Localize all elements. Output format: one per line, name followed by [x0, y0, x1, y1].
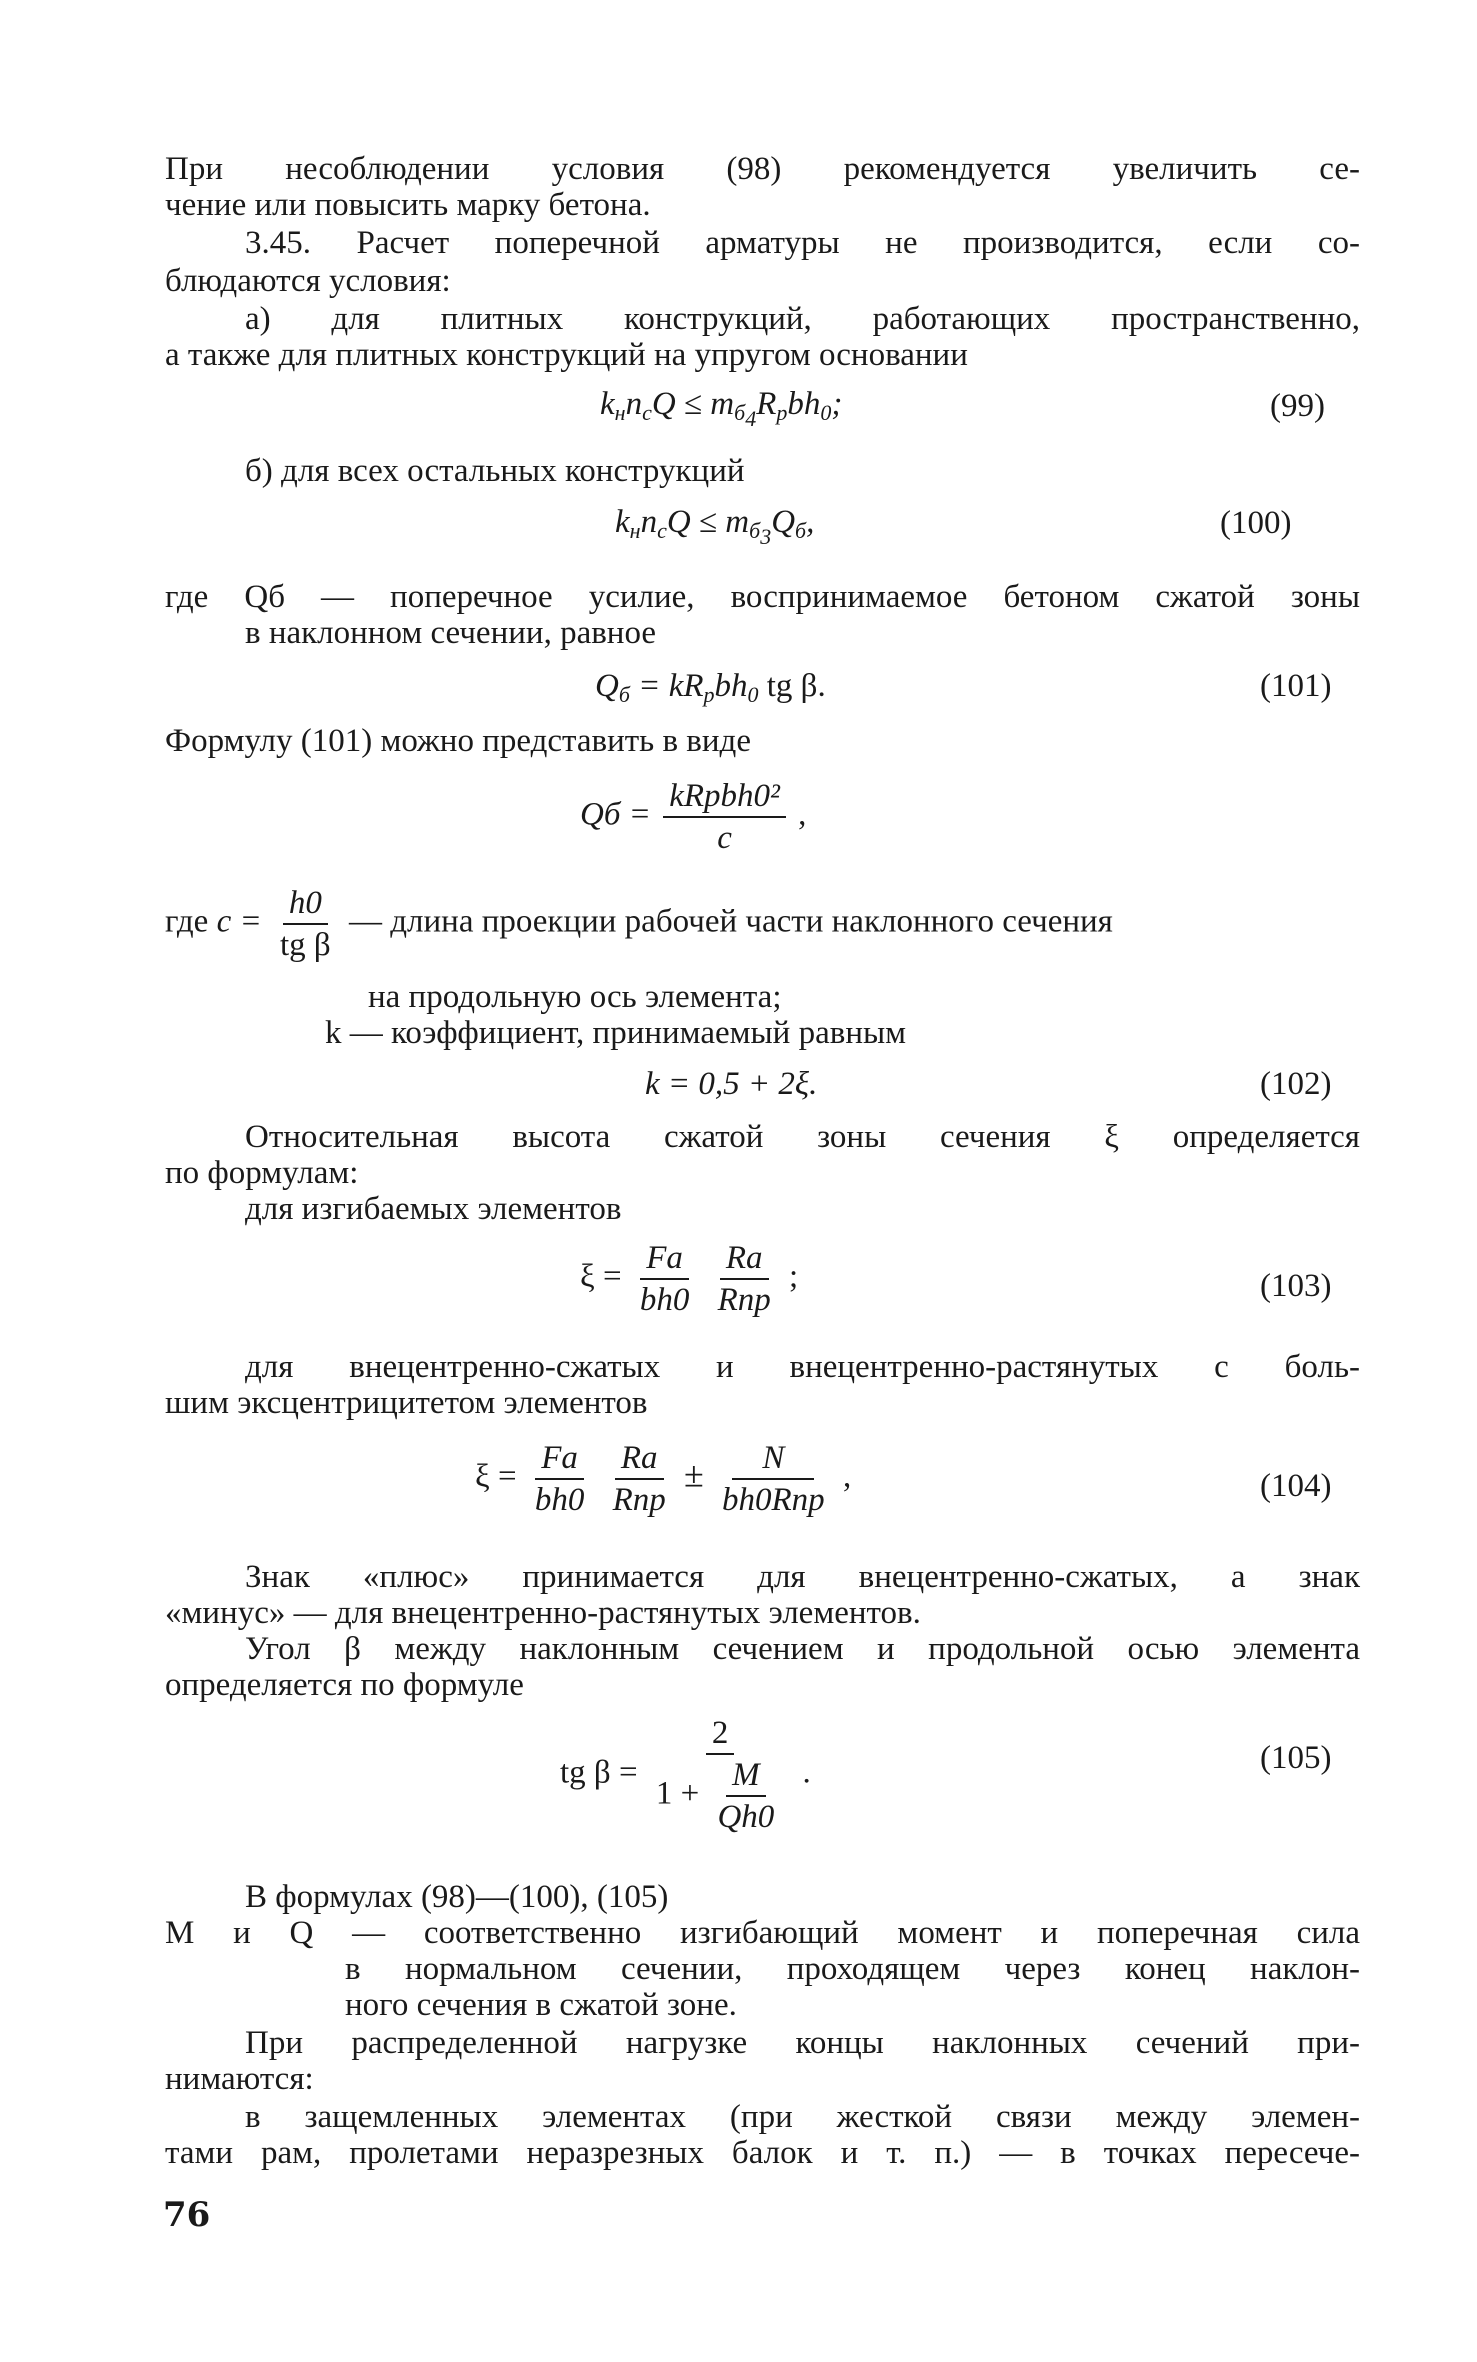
- text-line: Угол β между наклонным сечением и продольной осью элемента: [245, 1631, 1360, 1667]
- equation-number: (102): [1260, 1066, 1332, 1102]
- fraction-denominator: [650, 1755, 790, 1835]
- eq-lhs: Qб =: [580, 796, 651, 833]
- text-line: Формулу (101) можно представить в виде: [165, 723, 751, 759]
- equation-number: (99): [1270, 388, 1325, 424]
- text-line: ного сечения в сжатой зоне.: [345, 1987, 737, 2023]
- text-line: для изгибаемых элементов: [245, 1191, 622, 1227]
- fraction-denominator: tg β: [280, 927, 331, 963]
- fraction-denominator: c: [717, 820, 732, 856]
- text-line: При несоблюдении условия (98) рекомендуется увеличить се-: [165, 151, 1360, 187]
- fraction: [650, 1715, 790, 1835]
- equation-101: $Q_б = kR_pbh_0$ tg β.: [595, 668, 826, 707]
- text-line: в нормальном сечении, проходящем через конец наклон-: [345, 1951, 1360, 1987]
- fraction-numerator: 2: [706, 1715, 735, 1755]
- text-line: M и Q — соответственно изгибающий момент и поперечная сила: [165, 1915, 1360, 1951]
- equation-number: (100): [1220, 505, 1292, 541]
- fraction-numerator: Ra: [720, 1240, 769, 1280]
- text-line: а) для плитных конструкций, работающих пространственно,: [245, 301, 1360, 337]
- text-line: в защемленных элементах (при жесткой связи между элемен-: [245, 2099, 1360, 2135]
- fraction-denominator: bh0: [639, 1282, 690, 1318]
- equation-number: (104): [1260, 1468, 1332, 1504]
- text-line: В формулах (98)—(100), (105): [245, 1879, 669, 1915]
- fraction-numerator: Fa: [535, 1440, 584, 1480]
- equation-102: k = 0,5 + 2ξ.: [645, 1066, 818, 1102]
- text-line: — длина проекции рабочей части наклонного сечения: [348, 903, 1113, 940]
- fraction-numerator: N: [732, 1440, 814, 1480]
- fraction-denominator: Rпр: [717, 1282, 771, 1318]
- plus-minus-sign: ±: [684, 1454, 704, 1495]
- equation-number: (105): [1260, 1740, 1332, 1776]
- denominator-term: 1 +: [655, 1775, 700, 1812]
- text-line: где Qб — поперечное усилие, воспринимаемое бетоном сжатой зоны: [165, 579, 1360, 615]
- fraction: [529, 1440, 591, 1518]
- text-line: для внецентренно-сжатых и внецентренно-растянутых с боль-: [245, 1349, 1360, 1385]
- text-line: Знак «плюс» принимается для внецентренно-сжатых, а знак: [245, 1559, 1360, 1595]
- fraction-denominator: bh0Rпр: [722, 1482, 825, 1518]
- fraction: [663, 778, 786, 856]
- equation-c-definition: [165, 885, 1113, 963]
- equation-100: $k_нn_cQ \le m_{б_3}Q_б$,: [615, 504, 815, 549]
- equation-105: tg β = 2 1 + $\frac{M}{Qh0}$ .: [560, 1715, 811, 1835]
- fraction-numerator: h0: [283, 885, 328, 925]
- text-line: тами рам, пролетами неразрезных балок и т. п.) — в точках пересече-: [165, 2135, 1360, 2171]
- equation-number: (101): [1260, 668, 1332, 704]
- equation-99: $k_нn_cQ \le m_{б_4}R_pbh_0$;: [600, 386, 843, 431]
- fraction: [274, 885, 337, 963]
- text-line: по формулам:: [165, 1155, 359, 1191]
- text-line: на продольную ось элемента;: [368, 979, 782, 1015]
- text-line: в наклонном сечении, равное: [245, 615, 657, 651]
- fraction-denominator: Rпр: [612, 1482, 666, 1518]
- text-line: нимаются:: [165, 2061, 314, 2097]
- fraction: [712, 1240, 777, 1318]
- fraction-numerator: Ra: [615, 1440, 664, 1480]
- fraction-numerator: Fa: [640, 1240, 689, 1280]
- eq-lhs: tg β =: [560, 1754, 638, 1791]
- text-line: чение или повысить марку бетона.: [165, 187, 651, 223]
- fraction: [634, 1240, 696, 1318]
- equation-103: ξ = $\frac{Fa}{bh0}$ $\frac{Ra}{\text{Rпр}}$ ;: [580, 1240, 799, 1318]
- equation-104: ξ = $\frac{Fa}{bh0}$ $\frac{Ra}{\text{Rпр}}$ ± $\frac{N}{\text{bh0Rпр}}$ ,: [475, 1440, 852, 1518]
- text-line: шим эксцентрицитетом элементов: [165, 1385, 648, 1421]
- text-line: блюдаются условия:: [165, 263, 451, 299]
- text-line: определяется по формуле: [165, 1667, 524, 1703]
- text-line: а также для плитных конструкций на упругом основании: [165, 337, 968, 373]
- text-line: Относительная высота сжатой зоны сечения ξ определяется: [245, 1119, 1360, 1155]
- section-heading: 3.45. Расчет поперечной арматуры не производится, если со-: [245, 225, 1360, 261]
- fraction: [607, 1440, 672, 1518]
- eq-lhs: c =: [216, 903, 262, 940]
- eq-lhs: ξ =: [475, 1458, 517, 1495]
- fraction: [716, 1440, 831, 1518]
- eq-lhs: ξ =: [580, 1258, 622, 1295]
- nested-fraction: [711, 1757, 780, 1835]
- equation-number: (103): [1260, 1268, 1332, 1304]
- page-number: 76: [163, 2195, 211, 2235]
- text-line: «минус» — для внецентренно-растянутых элементов.: [165, 1595, 921, 1631]
- fraction-denominator: bh0: [534, 1482, 585, 1518]
- fraction-denominator: Qh0: [717, 1799, 775, 1835]
- text-line: б) для всех остальных конструкций: [245, 453, 745, 489]
- text-word: где: [165, 903, 209, 940]
- text-line: При распределенной нагрузке концы наклонных сечений при-: [245, 2025, 1360, 2061]
- fraction-numerator: M: [726, 1757, 766, 1797]
- text-line: k — коэффициент, принимаемый равным: [325, 1015, 907, 1051]
- equation-qb-fraction: Qб = $\frac{\text{kRpbh0²}}{c}$ ,: [580, 778, 807, 856]
- fraction-numerator: kRpbh0²: [663, 778, 786, 818]
